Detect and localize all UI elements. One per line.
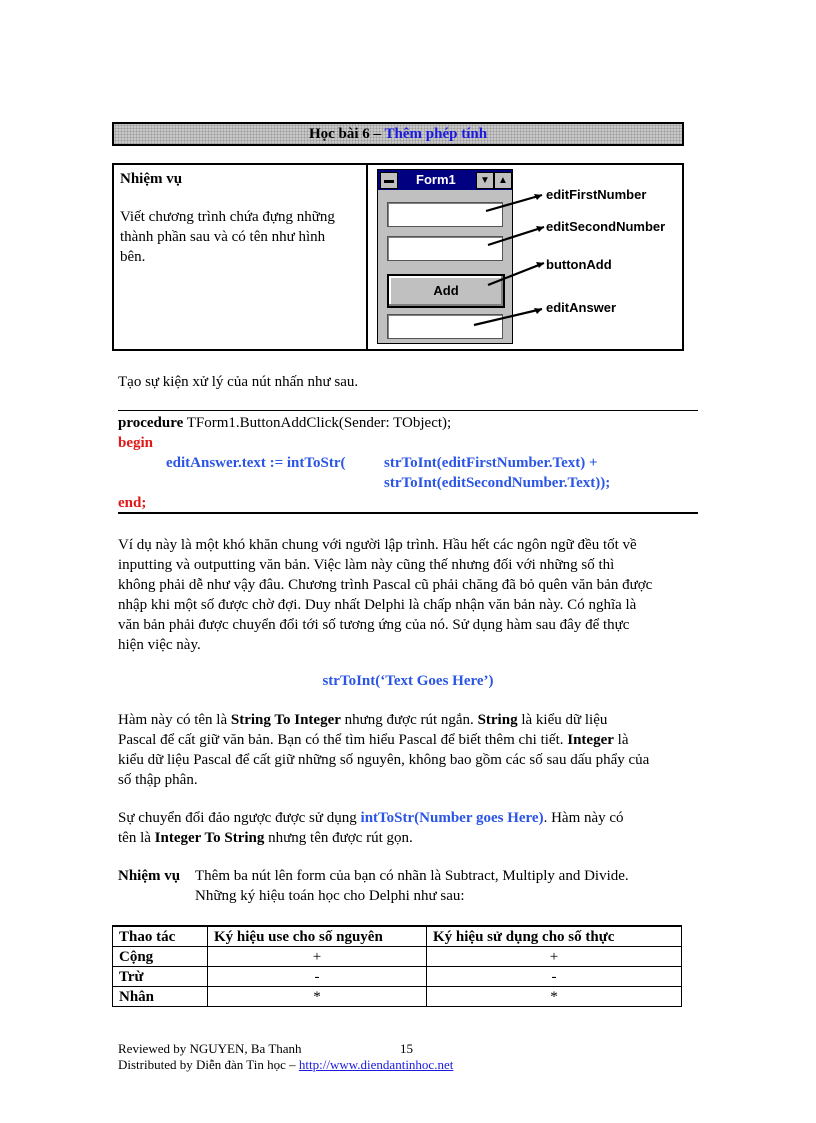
task-heading: Nhiệm vụ	[120, 171, 183, 187]
bold-term: String	[477, 712, 518, 728]
system-menu-icon: ▬	[380, 172, 398, 189]
text: là	[613, 732, 629, 748]
text: nhưng tên được rút gọn.	[264, 830, 413, 846]
table-header: Ký hiệu sử dụng cho số thực	[427, 926, 682, 947]
table-cell: Trừ	[113, 967, 208, 987]
maximize-icon: ▲	[494, 172, 512, 189]
table-cell: +	[208, 947, 427, 967]
text: Pascal để cất giữ văn bản. Bạn có thể tìm hiểu Pascal để biết thêm chi tiết.	[118, 732, 568, 748]
add-button: Add	[387, 274, 505, 308]
table-cell: -	[208, 967, 427, 987]
bold-term: Integer To String	[154, 830, 265, 846]
paragraph-line	[118, 808, 624, 828]
task2-line: Thêm ba nút lên form của bạn có nhãn là Subtract, Multiply and Divide.	[195, 868, 629, 884]
callout-line	[474, 309, 542, 325]
bold-term: String To Integer	[230, 712, 341, 728]
footer-distributed	[118, 1056, 453, 1074]
text: tên là	[118, 830, 155, 846]
paragraph-line: Ví dụ này là một khó khăn chung với người lập trình. Hầu hết các ngôn ngữ đều tốt về	[118, 537, 637, 553]
task-text-line: bên.	[120, 249, 146, 265]
task-text-line: thành phần sau và có tên như hình	[120, 229, 326, 245]
code-text: TForm1.ButtonAddClick(Sender: TObject);	[183, 415, 452, 431]
callout-line	[488, 263, 544, 285]
code-begin: begin	[118, 435, 154, 451]
centered-code: strToInt(‘Text Goes Here’)	[322, 673, 494, 689]
callout-label: editFirstNumber	[546, 187, 647, 202]
text: là kiểu dữ liệu	[517, 712, 608, 728]
task-text-line: Viết chương trình chứa đựng những	[120, 209, 335, 225]
paragraph-line	[118, 710, 607, 730]
callout-label: buttonAdd	[546, 257, 612, 272]
footer-reviewed: Reviewed by NGUYEN, Ba Thanh	[118, 1041, 302, 1056]
table-cell: *	[427, 987, 682, 1007]
lesson-title	[112, 122, 684, 146]
paragraph-line	[118, 730, 628, 750]
table-row	[113, 987, 682, 1007]
callout-line	[488, 227, 544, 245]
table-header: Ký hiệu use cho số nguyên	[208, 926, 427, 947]
table-cell: Nhân	[113, 987, 208, 1007]
task2-line: Những ký hiệu toán học cho Delphi như sau:	[195, 888, 465, 904]
table-row	[113, 967, 682, 987]
table-header-row	[113, 926, 682, 947]
lesson-title-prefix: Học bài 6 –	[308, 126, 385, 142]
table-cell: -	[427, 967, 682, 987]
paragraph-line: kiểu dữ liệu Pascal để cất giữ những số nguyên, không bao gồm các số sau dấu phẩy của	[118, 752, 650, 768]
paragraph-line: số thập phân.	[118, 772, 198, 788]
text: Hàm này có tên là	[118, 712, 231, 728]
task-box	[112, 163, 684, 351]
code-end: end;	[118, 495, 147, 511]
footer-link[interactable]: http://www.diendantinhoc.net	[298, 1057, 454, 1072]
callout-label: editAnswer	[546, 300, 617, 315]
paragraph-line: hiện việc này.	[118, 637, 201, 653]
text: Sự chuyển đổi đảo ngược được sử dụng	[118, 810, 361, 826]
code-line: strToInt(editFirstNumber.Text) +	[384, 455, 598, 471]
text: nhưng được rút ngắn.	[340, 712, 478, 728]
table-cell: *	[208, 987, 427, 1007]
code-line: strToInt(editSecondNumber.Text));	[384, 475, 611, 491]
task2-label: Nhiệm vụ	[118, 868, 181, 884]
callout-label: editSecondNumber	[546, 219, 666, 234]
page-number: 15	[400, 1041, 413, 1056]
paragraph-line: không phải dễ như vậy đâu. Chương trình Pascal cũ phải chăng đã bỏ quên văn bản được	[118, 577, 653, 593]
inline-code: intToStr(Number goes Here)	[360, 810, 544, 826]
operators-table	[112, 925, 682, 1007]
footer-text: Distributed by Diễn đàn Tin học –	[118, 1057, 299, 1072]
form-title: Form1	[416, 172, 456, 187]
minimize-icon: ▼	[476, 172, 494, 189]
callout-line	[486, 195, 542, 211]
paragraph-line: inputting và outputting văn bản. Việc làm này cũng thế nhưng đối với những số thì	[118, 557, 615, 573]
bold-term: Integer	[567, 732, 614, 748]
intro-text: Tạo sự kiện xử lý của nút nhấn như sau.	[118, 374, 359, 390]
paragraph-line	[118, 828, 413, 848]
table-cell: Cộng	[113, 947, 208, 967]
code-block	[118, 410, 698, 514]
table-row	[113, 947, 682, 967]
code-line	[118, 413, 451, 433]
code-line: editAnswer.text := intToStr(	[166, 455, 346, 471]
text: . Hàm này có	[543, 810, 624, 826]
lesson-title-highlight: Thêm phép tính	[384, 126, 488, 142]
table-header: Thao tác	[113, 926, 208, 947]
paragraph-line: văn bản phải được chuyển đổi tới số tương ứng của nó. Sử dụng hàm sau đây để thực	[118, 617, 630, 633]
table-cell: +	[427, 947, 682, 967]
paragraph-line: nhập khi một số được chờ đợi. Duy nhất Delphi là chấp nhận văn bản này. Có nghĩa là	[118, 597, 637, 613]
code-keyword: procedure	[118, 415, 184, 431]
